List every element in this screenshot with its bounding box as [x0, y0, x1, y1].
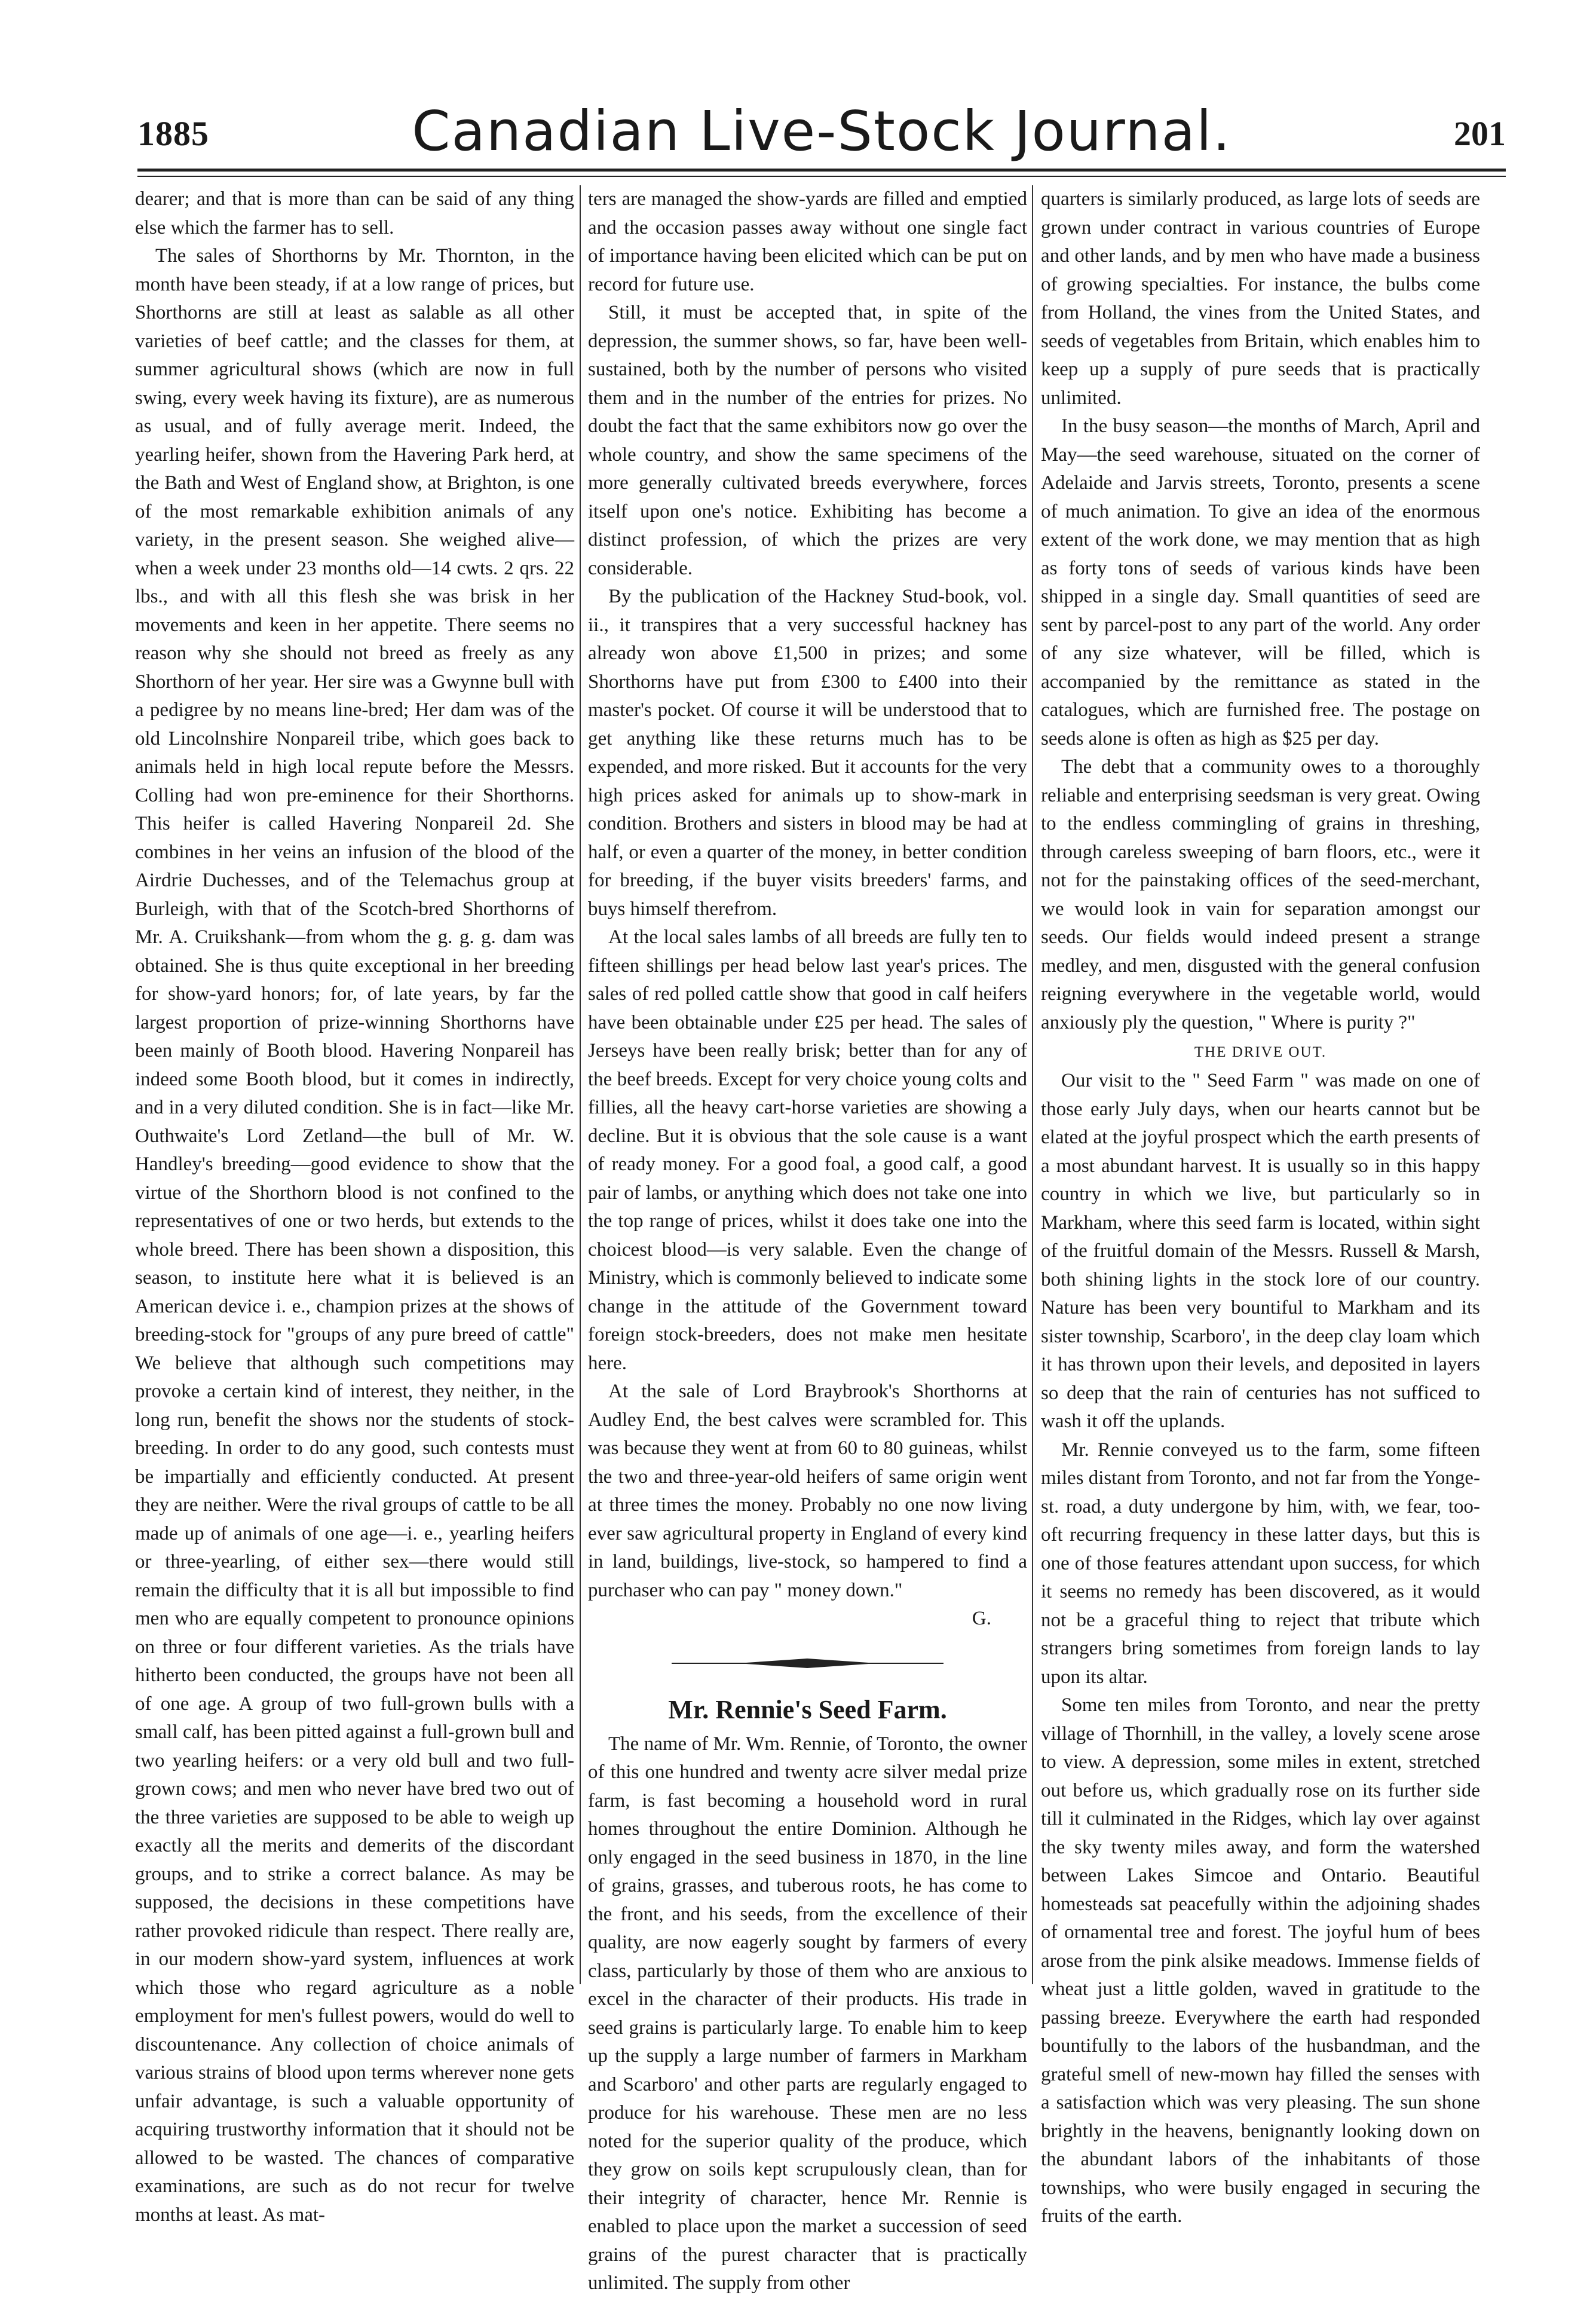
- article-paragraph: The name of Mr. Wm. Rennie, of Toronto, the owner of this one hundred and twenty acre silver medal prize farm, is fast becoming a household word in rural homes throughout the entire Dominion. Although he only engaged in the seed business in 1870, in the line of grains, grasses, and tuberous roots, he has come to the front, and his seeds, from the excellence of their quality, are now eagerly sought by farmers of every class, particularly by those of them who are anxious to excel in the character of their products. His trade in seed grains is particularly large. To enable him to keep up the supply a large number of farmers in Markham and Scarboro' and other parts are regularly engaged to produce for his warehouse. These men are no less noted for the superior quality of the produce, which they grow on soils kept scrupulously clean, than for their integrity of character, hence Mr. Rennie is enabled to place upon the market a succession of seed grains of the purest character that is practically unlimited. The supply from other: [588, 1733, 1027, 2294]
- section-subheading: THE DRIVE OUT.: [1194, 1044, 1327, 1060]
- column-2: [588, 185, 1027, 2294]
- journal-title: Canadian Live-Stock Journal.: [412, 99, 1232, 163]
- article-paragraph: Some ten miles from Toronto, and near the pretty village of Thornhill, in the valley, a lovely scene arose to view. A depression, some miles in extent, stretched out before us, which gradually rose on its further side till it culminated in the Ridges, which lay over against the sky twenty miles away, and form the watershed between Lakes Simcoe and Ontario. Beautiful homesteads sat peacefully within the adjoining shades of ornamental tree and forest. The joyful hum of bees arose from the pink alsike meadows. Immense fields of wheat just a little golden, waved in gratitude to the passing breeze. Everywhere the earth had responded bountifully to the labors of the husbandman, and the grateful smell of new-mown hay filled the senses with a satisfaction which was very pleasing. The sun shone brightly in the heavens, benignantly looking down on the abundant labors of the inhabitants of those townships, who were busily engaged in securing the fruits of the earth.: [1041, 1694, 1480, 2227]
- column-divider: [580, 185, 581, 1984]
- column-divider: [1032, 185, 1033, 1984]
- article-paragraph: At the sale of Lord Braybrook's Shorthorns at Audley End, the best calves were scrambled for. This was because they went at from 60 to 80 guineas, whilst the two and three-year-old heifers of same origin went at three times the money. Probably no one now living ever saw agricultural property in England of every kind in land, buildings, live-stock, so hampered to find a purchaser who can pay " money down.": [588, 1381, 1027, 1601]
- section-divider-ornament: [588, 1651, 1027, 1675]
- author-signature: G.: [972, 1608, 991, 1629]
- page-number: 201: [1454, 114, 1506, 153]
- article-paragraph: Still, it must be accepted that, in spite of the depression, the summer shows, so far, have been well-sustained, both by the number of persons who visited them and in the number of the entries for prizes. No doubt the fact that the same exhibitors now go over the whole country, and show the same specimens of the more generally cultivated breeds everywhere, forces itself upon one's notice. Exhibiting has become a distinct profession, of which the prizes are very considerable.: [588, 302, 1027, 579]
- article-paragraph: ters are managed the show-yards are filled and emptied and the occasion passes away without one single fact of importance having been elicited which can be put on record for future use.: [588, 188, 1027, 295]
- article-paragraph: By the publication of the Hackney Stud-book, vol. ii., it transpires that a very successful hackney has already won above £1,500 in prizes; and some Shorthorns have put from £300 to £400 into their master's pocket. Of course it will be understood that to get anything like these returns much has to be expended, and more risked. But it accounts for the very high prices asked for animals up to show-mark in condition. Brothers and sisters in blood may be had at half, or even a quarter of the money, in better condition for breeding, if the buyer visits breeders' farms, and buys himself therefrom.: [588, 586, 1027, 920]
- header-rule-thin: [137, 176, 1506, 177]
- article-headline: Mr. Rennie's Seed Farm.: [668, 1694, 947, 1724]
- article-paragraph: The sales of Shorthorns by Mr. Thornton, in the month have been steady, if at a low range of prices, but Shorthorns are still at least as salable as all other varieties of beef cattle; and the classes for them, at summer agricultural shows (which are now in full swing, every week having its fixture), are as numerous as usual, and of fully average merit. Indeed, the yearling heifer, shown from the Havering Park herd, at the Bath and West of England show, at Brighton, is one of the most remarkable exhibition animals of any variety, in the present season. She weighed alive—when a week under 23 months old—14 cwts. 2 qrs. 22 lbs., and with all this flesh she was brisk in her movements and keen in her appetite. There seems no reason why she should not breed as freely as any Shorthorn of her year. Her sire was a Gwynne bull with a pedigree by no means line-bred; Her dam was of the old Lincolnshire Nonpareil tribe, which goes back to animals held in high local repute before the Messrs. Colling had won pre-eminence for their Shorthorns. This heifer is called Havering Nonpareil 2d. She combines in her veins an infusion of the blood of the Airdrie Duchesses, and of the Telemachus group at Burleigh, with that of the Scotch-bred Shorthorns of Mr. A. Cruikshank—from whom the g. g. g. dam was obtained. She is thus quite exceptional in her breeding for show-yard honors; for, of late years, by far the largest proportion of prize-winning Shorthorns have been mainly of Booth blood. Havering Nonpareil has indeed some Booth blood, but it comes in indirectly, and in a very diluted condition. She is in fact—like Mr. Outhwaite's Lord Zetland—the bull of Mr. W. Handley's breeding—good evidence to show that the virtue of the Shorthorn blood is not confined to the representatives of one or two herds, but extends to the whole breed. There has been shown a disposition, this season, to institute here what it is believed is an American device i. e., champion prizes at the shows of breeding-stock for "groups of any pure breed of cattle" We believe that although such competitions may provoke a certain kind of interest, they neither, in the long run, benefit the shows nor the students of stock-breeding. In order to do any good, such contests must be impartially and efficiently conducted. At present they are neither. Were the rival groups of cattle to be all made up of animals of one age—i. e., yearling heifers or three-yearling, of either sex—there would still remain the difficulty that it is all but impossible to find men who are equally competent to pronounce opinions on three or four different varieties. As the trials have hitherto been conducted, the groups have not been all of one age. A group of two full-grown bulls with a small calf, has been pitted against a full-grown bull and two yearling heifers: or a very old bull and two full-grown cows; and men who never have bred two out of the three varieties are supposed to be able to weigh up exactly all the merits and demerits of the discordant groups, and to strike a correct balance. As may be supposed, the decisions in these competitions have rather provoked ridicule than respect. There really are, in our modern show-yard system, influences at work which those who regard agriculture as a noble employment for men's fullest powers, would do well to discountenance. Any collection of choice animals of various strains of blood upon terms wherever none gets unfair advantage, is such a valuable opportunity of acquiring trustworthy information that it should not be allowed to be wasted. The chances of comparative examinations, are such as do not recur for twelve months at least. As mat-: [135, 245, 574, 2226]
- column-1: [135, 185, 574, 2226]
- article-paragraph: In the busy season—the months of March, April and May—the seed warehouse, situated on the corner of Adelaide and Jarvis streets, Toronto, presents a scene of much animation. To give an idea of the enormous extent of the work done, we may mention that as high as forty tons of seeds of various kinds have been shipped in a single day. Small quantities of seed are sent by parcel-post to any part of the world. Any order of any size whatever, will be filled, which is accompanied by the remittance as stated in the catalogues, which are furnished free. The postage on seeds alone is often as high as $25 per day.: [1041, 415, 1480, 749]
- header-rule-thick: [137, 169, 1506, 172]
- masthead: [137, 99, 1506, 167]
- article-paragraph: quarters is similarly produced, as large lots of seeds are grown under contract in various countries of Europe and other lands, and by men who have made a business of growing specialties. For instance, the bulbs come from Holland, the vines from the United States, and seeds of vegetables from Britain, which enables him to keep up a supply of pure seeds that is practically unlimited.: [1041, 188, 1480, 409]
- article-paragraph: Our visit to the " Seed Farm " was made on one of those early July days, when our hearts cannot but be elated at the joyful prospect which the earth presents of a most abundant harvest. It is usually so in this happy country in which we live, but particularly so in Markham, where this seed farm is located, within sight of the fruitful domain of the Messrs. Russell & Marsh, both shining lights in the stock lore of our country. Nature has been very bountiful to Markham and its sister township, Scarboro', in the deep clay loam which it has thrown upon their levels, and deposited in layers so deep that the rain of centuries has not sufficed to wash it off the uplands.: [1041, 1070, 1480, 1432]
- article-paragraph: At the local sales lambs of all breeds are fully ten to fifteen shillings per head below last year's prices. The sales of red polled cattle show that good in calf heifers have been obtainable under £25 per head. The sales of Jerseys have been really brisk; better than for any of the beef breeds. Except for very choice young colts and fillies, all the heavy cart-horse varieties are showing a decline. But it is obvious that the sole cause is a want of ready money. For a good foal, a good calf, a good pair of lambs, or anything which does not take one into the top range of prices, whilst it does take one into the choicest blood—is very salable. Even the change of Ministry, which is commonly believed to indicate some change in the attitude of the Government toward foreign stock-breeders, does not make men hesitate here.: [588, 926, 1027, 1374]
- column-3: [1041, 185, 1480, 2227]
- article-paragraph: The debt that a community owes to a thoroughly reliable and enterprising seedsman is very great. Owing to the endless commingling of grains in threshing, through careless sweeping of barn floors, etc., were it not for the painstaking offices of the seed-merchant, we would look in vain for separation amongst our seeds. Our fields would indeed present a strange medley, and men, disgusted with the general confusion reigning everywhere in the vegetable world, would anxiously ply the question, " Where is purity ?": [1041, 756, 1480, 1033]
- article-paragraph: dearer; and that is more than can be said of any thing else which the farmer has to sell.: [135, 188, 574, 238]
- issue-year: 1885: [137, 114, 209, 153]
- article-paragraph: Mr. Rennie conveyed us to the farm, some fifteen miles distant from Toronto, and not far from the Yonge-st. road, a duty undergone by him, with, we fear, too-oft recurring frequency in these latter days, but this is one of those features attendant upon success, for which it seems no remedy has been discovered, as it would not be a graceful thing to reject that tribute which strangers bring sometimes from foreign lands to lay upon its altar.: [1041, 1439, 1480, 1688]
